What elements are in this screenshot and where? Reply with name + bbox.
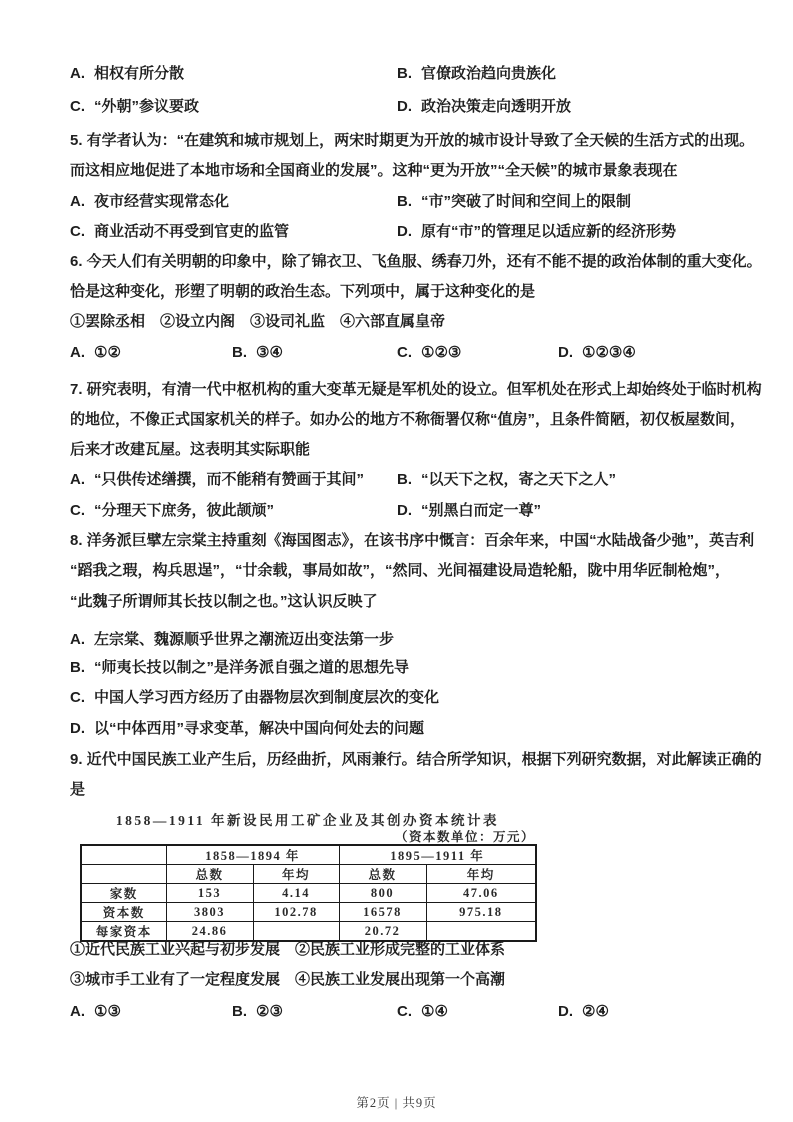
- option-label: C.: [70, 98, 85, 115]
- option-label: C.: [70, 502, 85, 519]
- q5-stem-line-2: 而这相应地促进了本地市场和全国商业的发展”。这种“更为开放”“全天候”的城市景象表现在: [70, 162, 678, 179]
- option-text: ①②③: [421, 344, 462, 361]
- option-text: “市”突破了时间和空间上的限制: [421, 193, 632, 210]
- option-text: 夜市经营实现常态化: [94, 193, 230, 210]
- q7-option-c: [70, 500, 274, 522]
- col-group-2: 1895—1911 年: [339, 845, 536, 865]
- option-text: 原有“市”的管理足以适应新的经济形势: [421, 223, 677, 240]
- q4-option-d: [397, 96, 571, 118]
- option-text: 左宗棠、魏源顺乎世界之潮流迈出变法第一步: [94, 631, 395, 648]
- q6-option-b: [232, 342, 283, 364]
- q7-option-b: [397, 469, 616, 491]
- option-label: D.: [397, 223, 412, 240]
- option-text: “分理天下庶务，彼此颉颃”: [94, 502, 275, 519]
- option-label: A.: [70, 631, 85, 648]
- option-text: “只供传述缮撰，而不能稍有赞画于其间”: [94, 471, 365, 488]
- option-label: C.: [70, 223, 85, 240]
- cell: 800: [339, 884, 426, 903]
- option-label: D.: [558, 1003, 573, 1020]
- col-group-1: 1858—1894 年: [166, 845, 339, 865]
- option-text: “外朝”参议要政: [94, 98, 200, 115]
- option-label: C.: [70, 689, 85, 706]
- option-text: 中国人学习西方经历了由器物层次到制度层次的变化: [94, 689, 440, 706]
- option-text: 政治决策走向透明开放: [421, 98, 572, 115]
- q4-option-c: [70, 96, 199, 118]
- q8-stem-line-1: 8. 洋务派巨擘左宗棠主持重刻《海国图志》，在该书序中慨言：百余年来，中国“水陆战备少弛”，英吉利: [70, 532, 755, 549]
- q9-option-d: [558, 1001, 609, 1023]
- empty-cell: [81, 845, 166, 865]
- option-label: B.: [232, 1003, 247, 1020]
- q5-option-a: [70, 191, 229, 213]
- option-text: ②③: [256, 1003, 283, 1020]
- option-label: B.: [397, 471, 412, 488]
- option-label: C.: [397, 1003, 412, 1020]
- option-label: B.: [397, 65, 412, 82]
- table-row: [81, 884, 536, 903]
- q6-stem-line-2: 恰是这种变化，形塑了明朝的政治生态。下列项中，属于这种变化的是: [70, 283, 536, 300]
- option-text: ①④: [421, 1003, 448, 1020]
- table-row: [81, 903, 536, 922]
- q6-option-c: [397, 342, 461, 364]
- sub-header: 年均: [253, 865, 339, 884]
- option-text: ①②: [94, 344, 121, 361]
- q9-stem-line-1: 9. 近代中国民族工业产生后，历经曲折，风雨兼行。结合所学知识，根据下列研究数据，对此解读正确的: [70, 751, 762, 768]
- option-label: A.: [70, 65, 85, 82]
- table-sub-headers: [81, 865, 536, 884]
- option-label: B.: [397, 193, 412, 210]
- q6-stem-line-1: 6. 今天人们有关明朝的印象中，除了锦衣卫、飞鱼服、绣春刀外，还有不能不提的政治体制的重大变化。: [70, 253, 762, 270]
- option-label: A.: [70, 1003, 85, 1020]
- q9-numbered-items-2: ③城市手工业有了一定程度发展 ④民族工业发展出现第一个高潮: [70, 971, 506, 988]
- q9-option-a: [70, 1001, 121, 1023]
- option-label: D.: [397, 502, 412, 519]
- table-header-groups: [81, 845, 536, 865]
- q9-option-b: [232, 1001, 283, 1023]
- option-label: A.: [70, 471, 85, 488]
- sub-header: 总数: [166, 865, 253, 884]
- q7-option-a: [70, 469, 364, 491]
- option-text: “以天下之权，寄之天下之人”: [421, 471, 617, 488]
- cell: 24.86: [166, 922, 253, 942]
- option-text: “师夷长技以制之”是洋务派自强之道的思想先导: [94, 659, 410, 676]
- option-label: A.: [70, 193, 85, 210]
- q6-numbered-items: ①罢除丞相 ②设立内阁 ③设司礼监 ④六部直属皇帝: [70, 313, 446, 330]
- cell: 102.78: [253, 903, 339, 922]
- option-text: 官僚政治趋向贵族化: [421, 65, 557, 82]
- q6-option-d: [558, 342, 636, 364]
- q5-option-b: [397, 191, 631, 213]
- option-label: D.: [397, 98, 412, 115]
- q8-stem-line-2: “蹈我之瑕，构兵思逞”，“廿余载，事局如故”，“然同、光间福建设局造轮船，陇中用华匠制枪炮”，: [70, 562, 731, 579]
- statistics-table: [80, 844, 537, 942]
- cell: 4.14: [253, 884, 339, 903]
- table-title: 1858—1911 年新设民用工矿企业及其创办资本统计表: [115, 813, 500, 828]
- q4-option-b: [397, 63, 556, 85]
- page-footer: 第2页 | 共9页: [356, 1096, 437, 1110]
- q5-option-d: [397, 221, 676, 243]
- option-label: D.: [558, 344, 573, 361]
- row-label: 家数: [81, 884, 166, 903]
- q7-stem-line-3: 后来才改建瓦屋。这表明其实际职能: [70, 441, 311, 458]
- q4-option-a: [70, 63, 184, 85]
- table-unit-note: （资本数单位：万元）: [394, 830, 535, 844]
- q9-option-c: [397, 1001, 448, 1023]
- option-text: 以“中体西用”寻求变革，解决中国向何处去的问题: [94, 720, 425, 737]
- option-label: B.: [70, 659, 85, 676]
- option-text: ①③: [94, 1003, 121, 1020]
- option-text: ③④: [256, 344, 283, 361]
- sub-header: 总数: [339, 865, 426, 884]
- q7-stem-line-1: 7. 研究表明，有清一代中枢机构的重大变革无疑是军机处的设立。但军机处在形式上却始终处于临时机构: [70, 381, 762, 398]
- option-text: 相权有所分散: [94, 65, 185, 82]
- cell: 16578: [339, 903, 426, 922]
- q5-option-c: [70, 221, 289, 243]
- q9-numbered-items-1: ①近代民族工业兴起与初步发展 ②民族工业形成完整的工业体系: [70, 941, 506, 958]
- q8-stem-line-3: “此魏子所谓师其长技以制之也。”这认识反映了: [70, 593, 378, 610]
- option-text: ①②③④: [582, 344, 636, 361]
- option-label: D.: [70, 720, 85, 737]
- q5-stem-line-1: 5. 有学者认为：“在建筑和城市规划上，两宋时期更为开放的城市设计导致了全天候的生活方式的出现。: [70, 132, 755, 149]
- sub-header: 年均: [426, 865, 536, 884]
- row-label: 每家资本: [81, 922, 166, 942]
- empty-cell: [81, 865, 166, 884]
- cell: 3803: [166, 903, 253, 922]
- option-label: A.: [70, 344, 85, 361]
- row-label: 资本数: [81, 903, 166, 922]
- option-text: 商业活动不再受到官吏的监管: [94, 223, 290, 240]
- option-text: ②④: [582, 1003, 609, 1020]
- cell: 153: [166, 884, 253, 903]
- option-label: B.: [232, 344, 247, 361]
- cell: 47.06: [426, 884, 536, 903]
- q9-stem-line-2: 是: [70, 781, 86, 798]
- q6-option-a: [70, 342, 121, 364]
- cell: 20.72: [339, 922, 426, 942]
- q7-stem-line-2: 的地位，不像正式国家机关的样子。如办公的地方不称衙署仅称“值房”，且条件简陋，初仅板屋数间，: [70, 411, 746, 428]
- option-label: C.: [397, 344, 412, 361]
- option-text: “别黑白而定一尊”: [421, 502, 542, 519]
- cell: 975.18: [426, 903, 536, 922]
- q7-option-d: [397, 500, 541, 522]
